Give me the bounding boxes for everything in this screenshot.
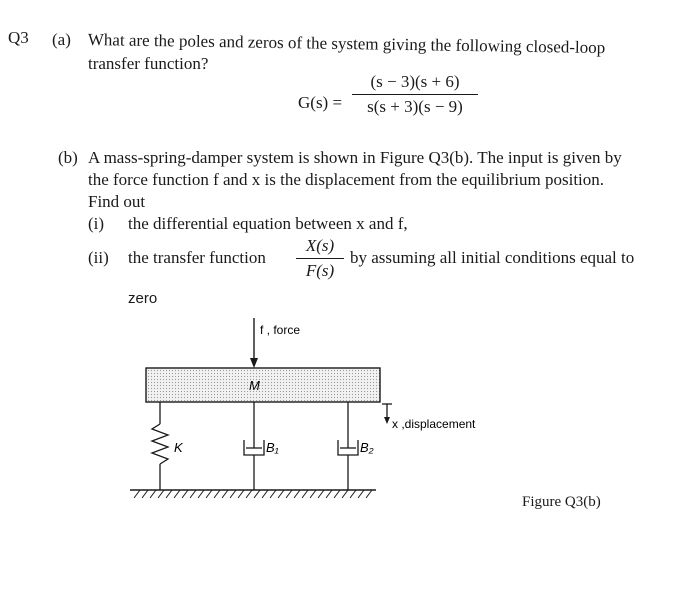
transfer-function-lhs: G(s) = xyxy=(298,93,343,112)
part-b-ii-label: (ii) xyxy=(88,248,109,267)
part-b-ii-text-end: zero xyxy=(128,290,158,307)
spring-label: K xyxy=(174,440,183,455)
tf-denominator: F(s) xyxy=(305,261,335,280)
part-b-label: (b) xyxy=(58,148,78,167)
damper-b2 xyxy=(338,402,358,490)
part-b-i-text: the differential equation between x and f, xyxy=(128,214,408,233)
part-b-line1: A mass-spring-damper system is shown in Figure Q3(b). The input is given by xyxy=(88,148,622,167)
figure-caption: Figure Q3(b) xyxy=(522,494,601,510)
part-a-line2: transfer function? xyxy=(88,54,209,73)
force-label: f , force xyxy=(260,323,301,337)
question-number: Q3 xyxy=(8,28,29,47)
transfer-function-numerator: (s − 3)(s + 6) xyxy=(370,72,460,91)
damper-b1 xyxy=(244,402,264,490)
tf-numerator: X(s) xyxy=(305,236,335,255)
part-a-label: (a) xyxy=(52,30,71,49)
mass-block xyxy=(146,368,380,402)
transfer-function-denominator: s(s + 3)(s − 9) xyxy=(367,97,463,116)
spring xyxy=(152,402,168,490)
part-b-i-label: (i) xyxy=(88,214,105,233)
part-b-line3: Find out xyxy=(88,192,146,211)
mass-label: M xyxy=(249,378,260,393)
force-arrow xyxy=(250,318,258,368)
part-b-ii-text-after: by assuming all initial conditions equal to xyxy=(350,248,635,267)
part-a-line1: What are the poles and zeros of the system giving the following closed-loop xyxy=(87,30,606,58)
part-b-line2: the force function f and x is the displacement from the equilibrium position. xyxy=(88,170,605,189)
displacement-label: x ,displacement xyxy=(392,417,476,431)
damper-b1-label: B₁ xyxy=(266,440,279,455)
displacement-arrow xyxy=(382,404,392,424)
damper-b2-label: B₂ xyxy=(360,440,374,455)
ground xyxy=(130,490,376,498)
part-b-ii-text-before: the transfer function xyxy=(128,248,266,267)
